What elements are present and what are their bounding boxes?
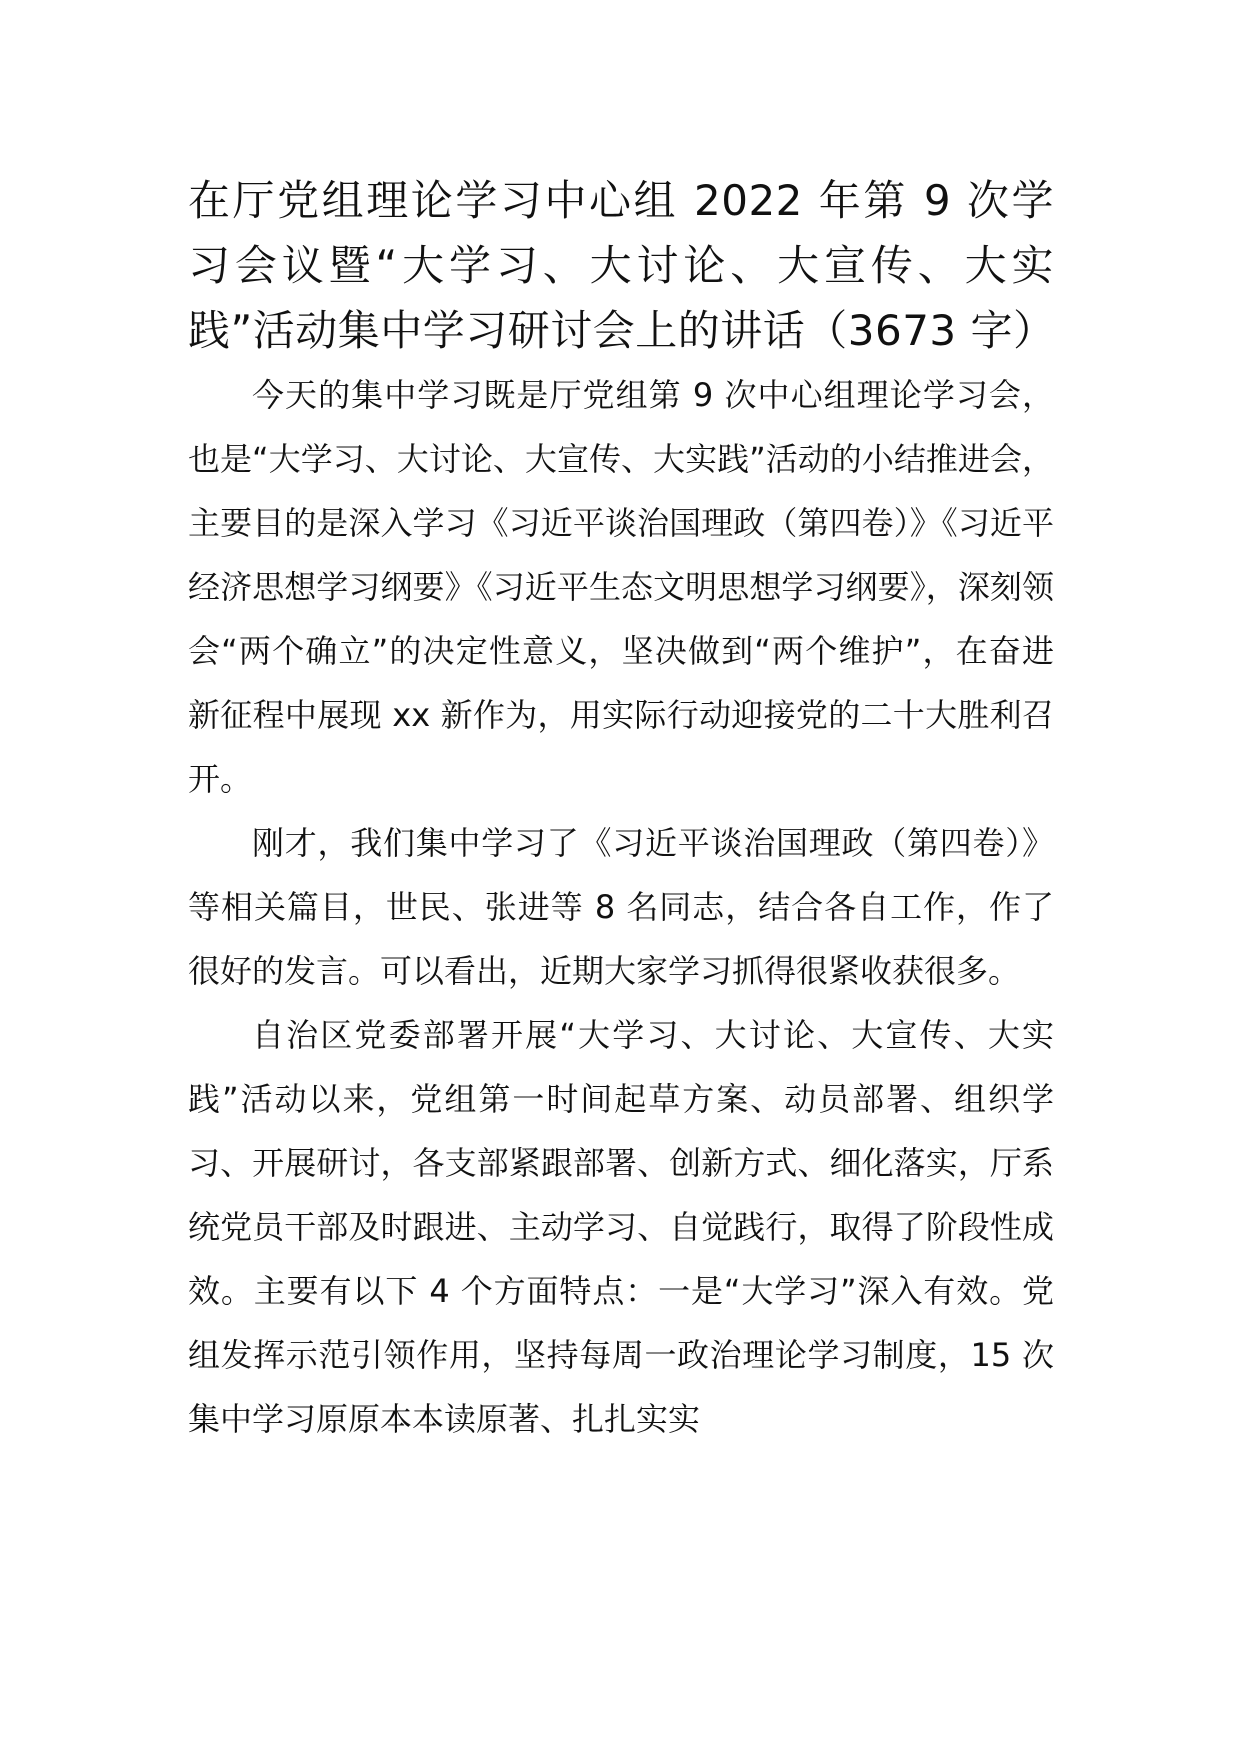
paragraph-1: 今天的集中学习既是厅党组第 9 次中心组理论学习会，也是“大学习、大讨论、大宣传、大实践”活动的小结推进会，主要目的是深入学习《习近平谈治国理政（第四卷）》《习近平经济思想学习纲要》《习近平生态文明思想学习纲要》，深刻领会“两个确立”的决定性意义，坚决做到“两个维护”，在奋进新征程中展现 xx 新作为，用实际行动迎接党的二十大胜利召开。 [188,376,1054,798]
paragraph-3: 自治区党委部署开展“大学习、大讨论、大宣传、大实践”活动以来，党组第一时间起草方案、动员部署、组织学习、开展研讨，各支部紧跟部署、创新方式、细化落实，厅系统党员干部及时跟进、主动学习、自觉践行，取得了阶段性成效。主要有以下 4 个方面特点：一是“大学习”深入有效。党组发挥示范引领作用，坚持每周一政治理论学习制度，15 次集中学习原原本本读原著、扎扎实实 [188,1016,1054,1438]
document-title: 在厅党组理论学习中心组 2022 年第 9 次学习会议暨“大学习、大讨论、大宣传、大实践”活动集中学习研讨会上的讲话（3673 字） [188,176,1056,355]
document-body [188,168,1054,1451]
paragraph-2: 刚才，我们集中学习了《习近平谈治国理政（第四卷）》等相关篇目，世民、张进等 8 名同志，结合各自工作，作了很好的发言。可以看出，近期大家学习抓得很紧收获很多。 [188,824,1054,990]
